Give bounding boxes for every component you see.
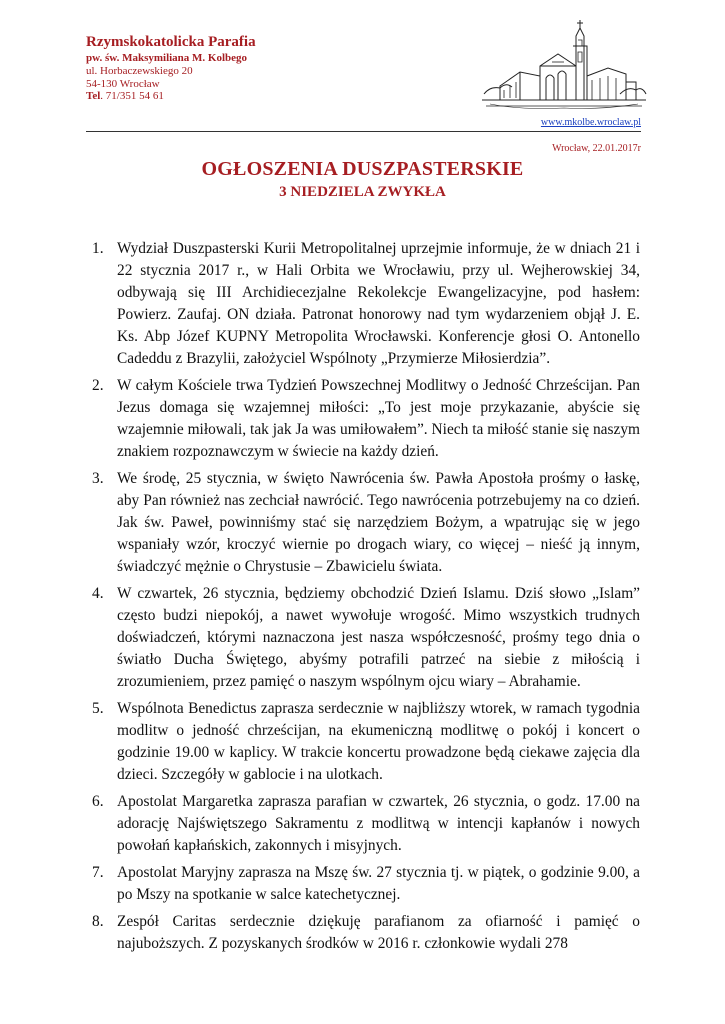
list-item [84, 791, 640, 857]
list-item [84, 238, 640, 370]
parish-city: 54-130 Wrocław [86, 77, 160, 90]
item-number: 2. [92, 377, 104, 394]
header-divider [86, 131, 641, 132]
item-text: W całym Kościele trwa Tydzień Powszechnej Modlitwy o Jedność Chrześcijan. Pan Jezus domaga się wzajemnej miłości: „To jest moje przykazanie, abyście się wzajemnie miłowali, tak jak Ja was umiłowałem”. Niech ta miłość stanie się naszym znakiem rozpoznawczym w świecie na każdy dzień. [117, 377, 640, 460]
item-number: 8. [92, 913, 104, 930]
item-text: Wspólnota Benedictus zaprasza serdecznie w najbliższy wtorek, w ramach tygodnia modlitw o jedność chrześcijan, na ekumeniczną modlitwę o pokój i koncert o godzinie 19.00 w kaplicy. W trakcie koncertu prowadzone będą ciekawe zajęcia dla dzieci. Szczegóły w gablocie i na ulotkach. [117, 700, 640, 783]
page-subtitle: 3 NIEDZIELA ZWYKŁA [279, 184, 446, 200]
parish-patron: pw. św. Maksymiliana M. Kolbego [86, 52, 248, 65]
announcement-list [84, 238, 640, 960]
item-number: 3. [92, 470, 104, 487]
date-line: Wrocław, 22.01.2017r [552, 143, 641, 154]
item-text: Apostolat Margaretka zaprasza parafian w czwartek, 26 stycznia, o godz. 17.00 na adorację Najświętszego Sakramentu z modlitwą w intencji kapłanów i nowych powołań kapłańskich, zakonnych i misyjnych. [117, 793, 640, 854]
item-text: Apostolat Maryjny zaprasza na Mszę św. 27 stycznia tj. w piątek, o godzinie 9.00, a po Mszy na spotkanie w salce katechetycznej. [117, 864, 640, 903]
item-text: W czwartek, 26 stycznia, będziemy obchodzić Dzień Islamu. Dziś słowo „Islam” często budzi niepokój, a nawet wywołuje wrogość. Mimo wszystkich trudnych doświadczeń, którymi naznaczona jest nasza współczesność, prośmy tego dnia o światło Ducha Świętego, abyśmy potrafili patrzeć na siebie z miłością i zrozumieniem, przez pamięć o naszym wspólnym ojcu wiary – Abrahamie. [117, 585, 640, 690]
list-item [84, 862, 640, 906]
website-link[interactable]: www.mkolbe.wroclaw.pl [540, 117, 641, 128]
item-number: 4. [92, 585, 104, 602]
list-item [84, 375, 640, 463]
item-number: 7. [92, 864, 104, 881]
item-number: 6. [92, 793, 104, 810]
parish-street: ul. Horbaczewskiego 20 [86, 64, 193, 77]
page-title: OGŁOSZENIA DUSZPASTERSKIE [201, 158, 524, 180]
item-text: Wydział Duszpasterski Kurii Metropolitalnej uprzejmie informuje, że w dniach 21 i 22 stycznia 2017 r., w Hali Orbita we Wrocławiu, przy ul. Wejherowskiej 34, odbywają się III Archidiecezjalne Rekolekcje Ewangelizacyjne, pod hasłem: Powierz. Zaufaj. ON działa. Patronat honorowy nad tym wydarzeniem objął J. E. Ks. Abp Józef KUPNY Metropolita Wrocławski. Konferencje głosi O. Antonello Cadeddu z Brazylii, założyciel Wspólnoty „Przymierze Miłosierdzia”. [117, 240, 640, 367]
item-text: Zespół Caritas serdecznie dziękuję parafianom za ofiarność i pamięć o najuboższych. Z pozyskanych środków w 2016 r. członkowie wydali 278 [117, 913, 640, 952]
phone-label: Tel [86, 90, 101, 103]
item-text: We środę, 25 stycznia, w święto Nawrócenia św. Pawła Apostoła prośmy o łaskę, aby Pan również nas zechciał nawrócić. Tego nawrócenia potrzebujemy na co dzień. Jak św. Paweł, powinniśmy stać się narzędziem Bożym, a wpatrując się w jego wspaniały wzór, kroczyć wiernie po drogach wiary, co więcej – nieść ją innym, świadczyć mężnie o Chrystusie – Zbawicielu świata. [117, 470, 640, 575]
list-item [84, 911, 640, 955]
list-item [84, 468, 640, 578]
parish-phone [86, 90, 256, 103]
list-item [84, 698, 640, 786]
item-number: 1. [92, 240, 104, 257]
church-drawing-icon [480, 16, 648, 114]
parish-name: Rzymskokatolicka Parafia [86, 34, 256, 50]
phone-number: . 71/351 54 61 [100, 90, 164, 103]
parish-header [86, 34, 256, 103]
item-number: 5. [92, 700, 104, 717]
list-item [84, 583, 640, 693]
